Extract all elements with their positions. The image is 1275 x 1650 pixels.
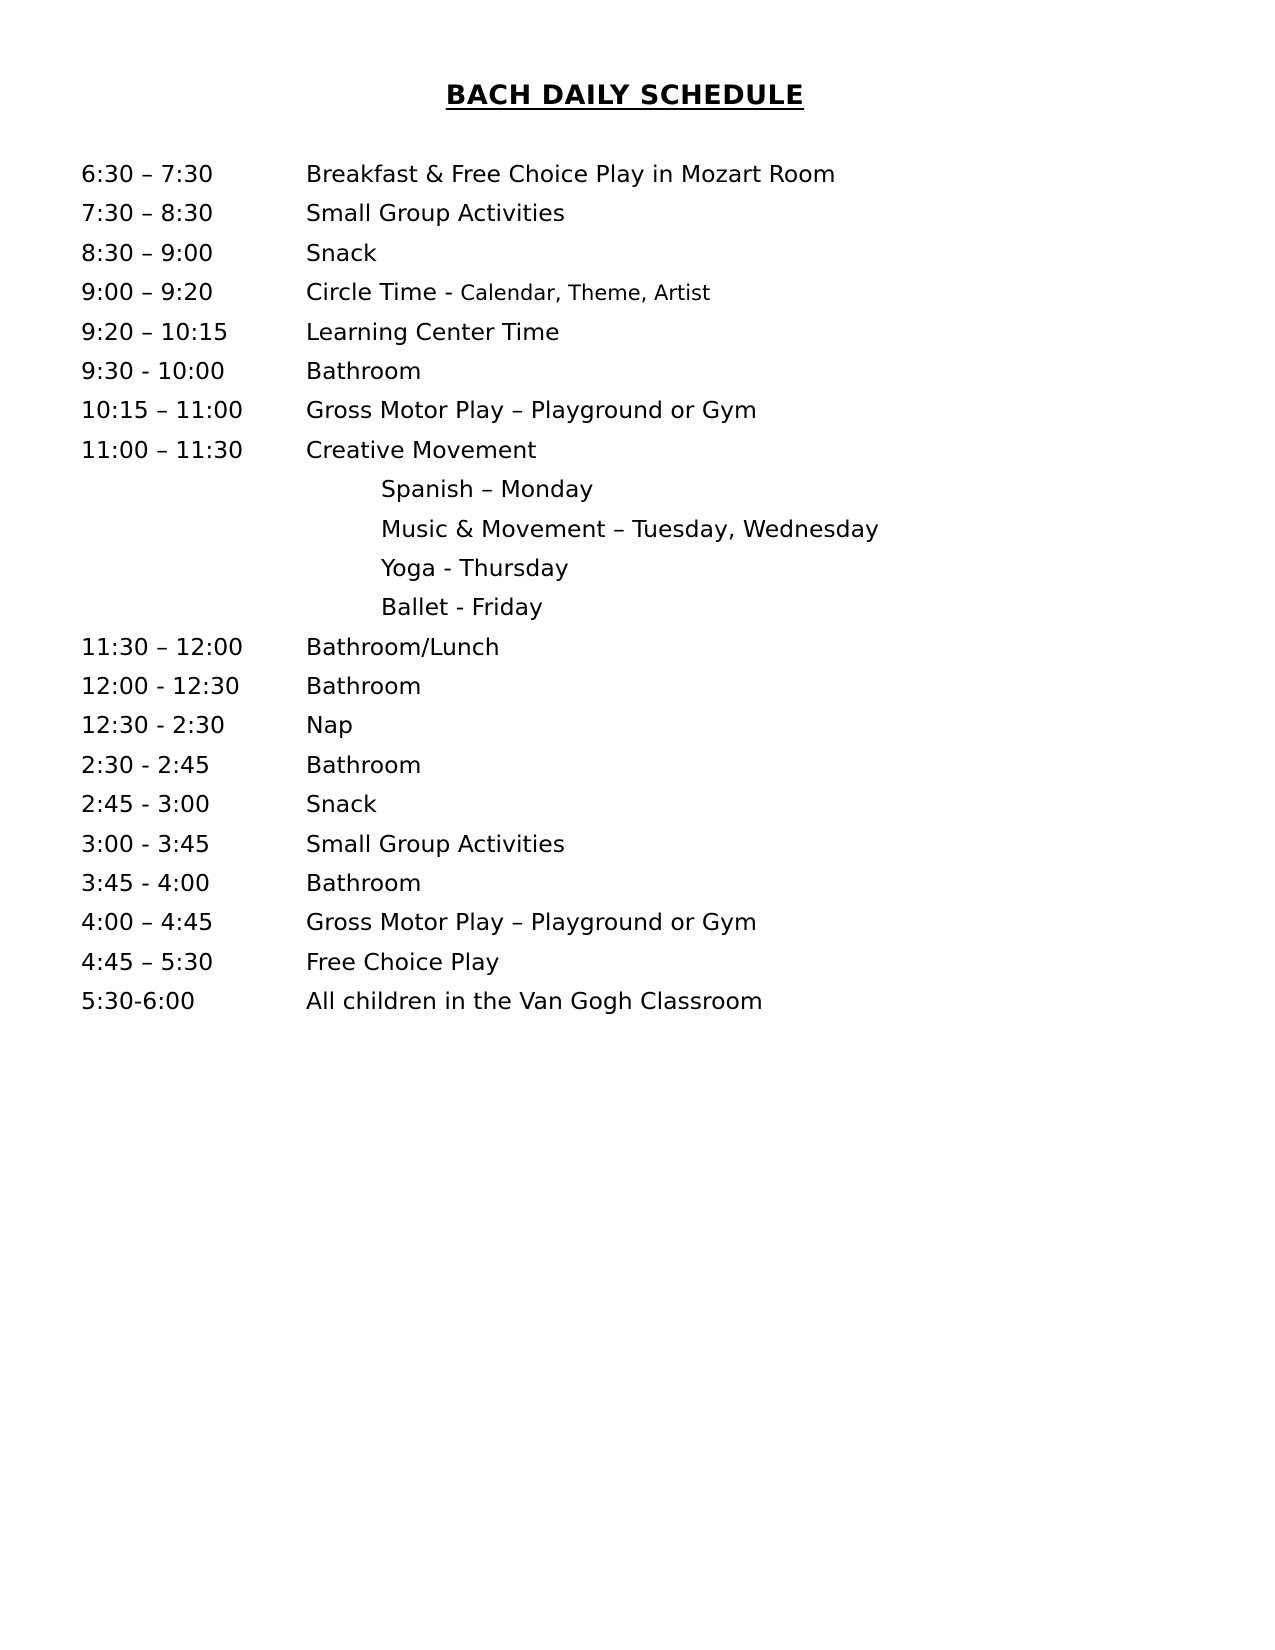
- row-time: 12:00 - 12:30: [81, 672, 240, 701]
- sub-activity: Yoga - Thursday: [381, 553, 569, 582]
- schedule-row: [81, 746, 1081, 785]
- row-activity: Creative Movement: [306, 435, 537, 464]
- schedule-row: [81, 273, 1081, 312]
- row-activity: Nap: [306, 711, 353, 740]
- sub-activity: Ballet - Friday: [381, 593, 543, 622]
- schedule-row: [81, 706, 1081, 745]
- row-time: 4:00 – 4:45: [81, 908, 214, 937]
- row-time: 3:45 - 4:00: [81, 869, 210, 898]
- row-time: 10:15 – 11:00: [81, 396, 244, 425]
- row-activity: Bathroom: [306, 869, 422, 898]
- row-activity: Snack: [306, 790, 377, 819]
- row-time: 12:30 - 2:30: [81, 711, 225, 740]
- row-time: 3:00 - 3:45: [81, 829, 210, 858]
- row-time: 2:45 - 3:00: [81, 790, 210, 819]
- schedule-subrow: [81, 470, 1081, 509]
- row-time: 5:30-6:00: [81, 987, 196, 1016]
- row-time: 9:30 - 10:00: [81, 356, 225, 385]
- row-time: 8:30 – 9:00: [81, 238, 214, 267]
- schedule-row: [81, 903, 1081, 942]
- row-time: 6:30 – 7:30: [81, 160, 214, 188]
- schedule-list: [81, 155, 1081, 1022]
- row-activity: Bathroom/Lunch: [306, 632, 500, 661]
- row-activity: Gross Motor Play – Playground or Gym: [306, 908, 757, 937]
- row-activity: Bathroom: [306, 356, 422, 385]
- row-activity: Small Group Activities: [306, 199, 565, 228]
- row-activity: Circle Time -: [306, 278, 453, 307]
- row-activity: Snack: [306, 238, 377, 267]
- sub-activity: Spanish – Monday: [381, 475, 594, 504]
- row-time: 7:30 – 8:30: [81, 199, 214, 228]
- schedule-subrow: [81, 549, 1081, 588]
- row-activity: Small Group Activities: [306, 829, 565, 858]
- schedule-row: [81, 667, 1081, 706]
- schedule-subrow: [81, 588, 1081, 627]
- schedule-row: [81, 785, 1081, 824]
- page-title: BACH DAILY SCHEDULE: [445, 80, 805, 111]
- sub-activity: Music & Movement – Tuesday, Wednesday: [381, 514, 879, 543]
- row-activity: All children in the Van Gogh Classroom: [306, 987, 763, 1016]
- row-time: 9:00 – 9:20: [81, 278, 214, 307]
- schedule-row: [81, 943, 1081, 982]
- schedule-row: [81, 431, 1081, 470]
- row-activity: Gross Motor Play – Playground or Gym: [306, 396, 757, 425]
- row-activity-note: Calendar, Theme, Artist: [460, 281, 711, 306]
- schedule-row: [81, 825, 1081, 864]
- schedule-row: [81, 628, 1081, 667]
- schedule-row: [81, 864, 1081, 903]
- schedule-row: [81, 155, 1081, 194]
- row-activity: Learning Center Time: [306, 317, 560, 346]
- row-time: 11:00 – 11:30: [81, 435, 244, 464]
- row-time: 4:45 – 5:30: [81, 947, 214, 976]
- row-activity: Bathroom: [306, 750, 422, 779]
- schedule-row: [81, 352, 1081, 391]
- schedule-row: [81, 982, 1081, 1021]
- schedule-subrow: [81, 510, 1081, 549]
- row-activity: Breakfast & Free Choice Play in Mozart Room: [306, 160, 836, 188]
- row-activity: Free Choice Play: [306, 947, 500, 976]
- schedule-row: [81, 313, 1081, 352]
- row-activity: Bathroom: [306, 672, 422, 701]
- row-time: 11:30 – 12:00: [81, 632, 244, 661]
- row-time: 2:30 - 2:45: [81, 750, 210, 779]
- schedule-row: [81, 234, 1081, 273]
- row-time: 9:20 – 10:15: [81, 317, 229, 346]
- schedule-row: [81, 194, 1081, 233]
- row-activity-wrapper: [306, 273, 710, 313]
- schedule-row: [81, 391, 1081, 430]
